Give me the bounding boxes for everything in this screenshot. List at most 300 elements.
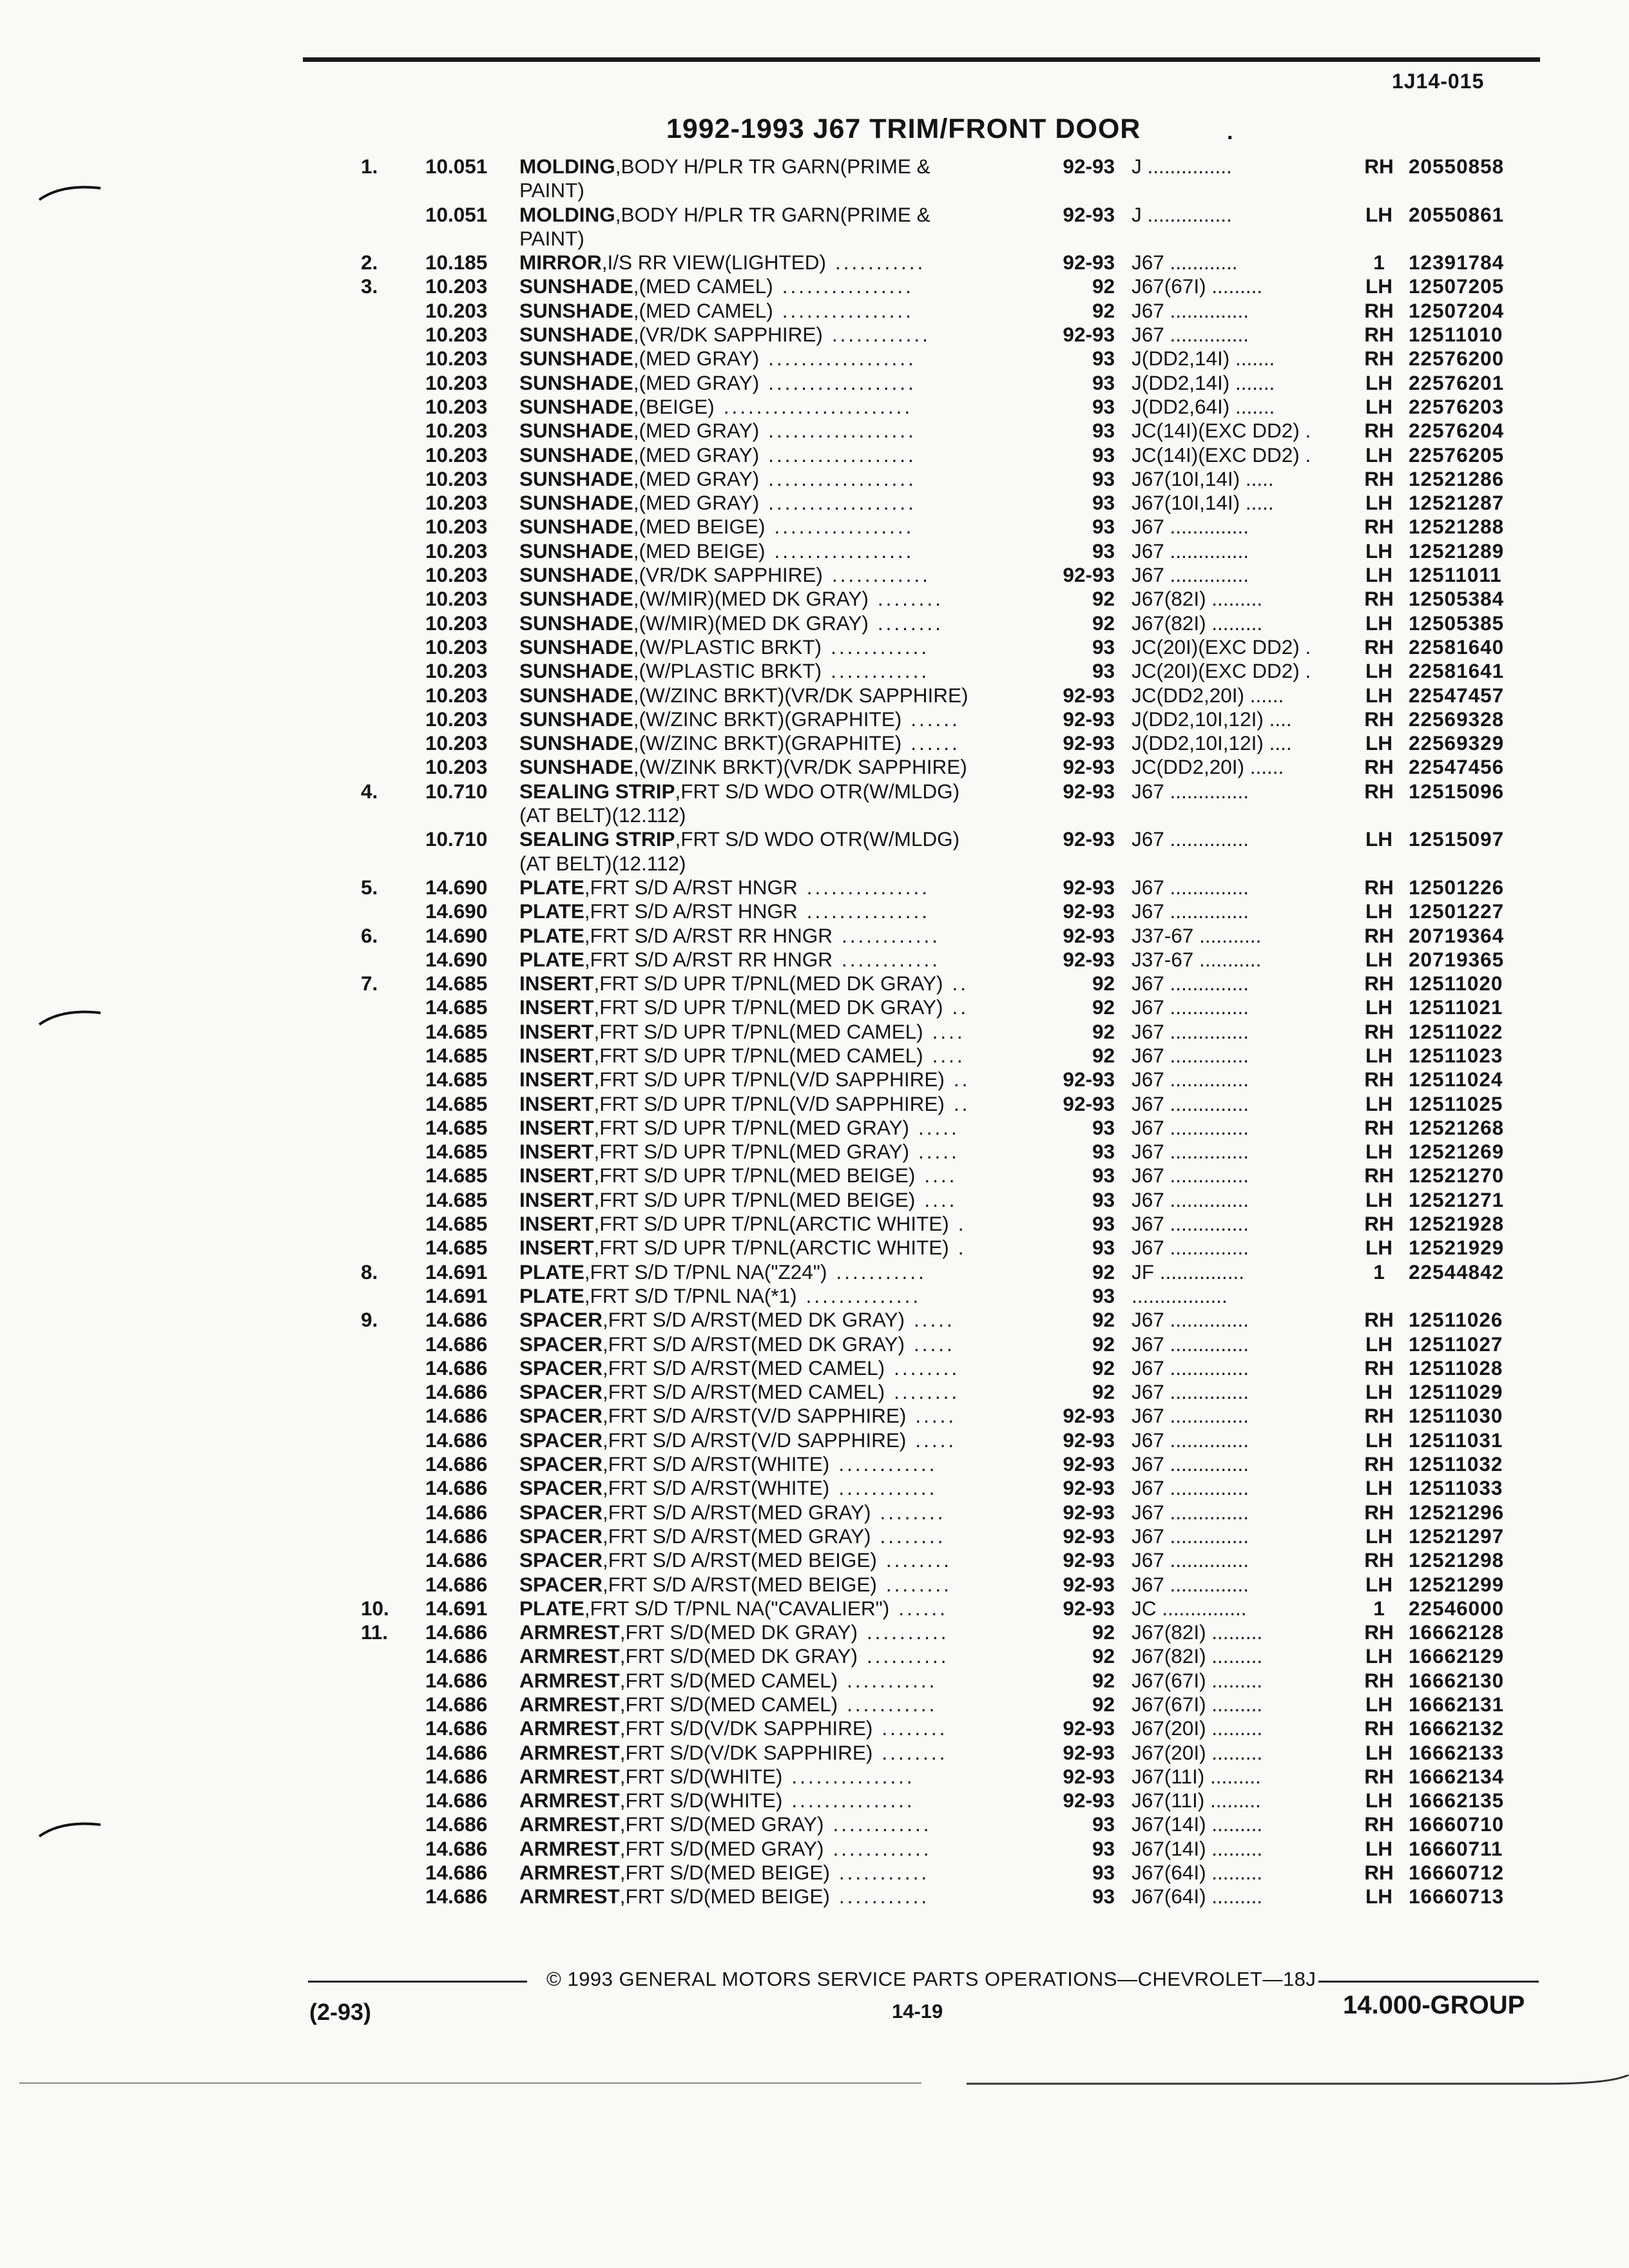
model-code: JC(14I)(EXC DD2) . bbox=[1132, 443, 1311, 466]
model-code: J67 .............. bbox=[1132, 1404, 1249, 1428]
group-number: 10.203 bbox=[425, 443, 488, 466]
part-number: 22569329 bbox=[1409, 731, 1505, 755]
part-detail: ,FRT S/D(MED BEIGE) bbox=[619, 1861, 830, 1885]
model-years: 93 bbox=[1092, 515, 1115, 539]
part-number: 12521270 bbox=[1409, 1164, 1505, 1187]
description bbox=[519, 1404, 1040, 1427]
group-number: 10.203 bbox=[425, 683, 488, 707]
group-number: 14.686 bbox=[425, 1740, 488, 1764]
group-number: 10.203 bbox=[425, 370, 488, 394]
model-code: J67 .............. bbox=[1132, 1187, 1249, 1211]
description bbox=[519, 1236, 1040, 1259]
description bbox=[519, 1452, 1040, 1475]
group-number: 10.203 bbox=[425, 298, 488, 322]
group-number: 10.203 bbox=[425, 274, 488, 298]
part-detail: ,FRT S/D A/RST(WHITE) bbox=[602, 1452, 830, 1476]
part-detail: ,(MED GRAY) bbox=[633, 466, 760, 490]
model-years: 92 bbox=[1092, 587, 1115, 611]
description bbox=[519, 972, 1040, 995]
part-name: ARMREST bbox=[519, 1885, 620, 1908]
model-years: 92 bbox=[1092, 611, 1115, 635]
model-code: J67 .............. bbox=[1132, 779, 1249, 803]
part-name: SUNSHADE bbox=[519, 611, 633, 635]
description bbox=[519, 1669, 1040, 1692]
part-name: ARMREST bbox=[519, 1789, 620, 1812]
model-years: 93 bbox=[1092, 347, 1115, 370]
group-number: 14.686 bbox=[425, 1380, 488, 1404]
model-years: 92 bbox=[1092, 1043, 1115, 1067]
part-number: 20550858 bbox=[1409, 155, 1505, 178]
part-name: SUNSHADE bbox=[519, 347, 633, 370]
group-number: 14.686 bbox=[425, 1668, 488, 1692]
table-row bbox=[0, 1861, 1629, 1885]
table-row bbox=[0, 1380, 1629, 1404]
group-number: 14.686 bbox=[425, 1764, 488, 1788]
side-qty: RH bbox=[1364, 515, 1394, 539]
table-row bbox=[0, 371, 1629, 395]
model-years: 93 bbox=[1092, 1236, 1115, 1260]
model-code: J67(11I) ......... bbox=[1132, 1764, 1261, 1788]
part-name: PLATE bbox=[519, 1596, 584, 1620]
leader-dots: ............ bbox=[841, 947, 941, 971]
part-name: SUNSHADE bbox=[519, 394, 633, 418]
group-number: 14.686 bbox=[425, 1693, 488, 1716]
leader-dots: .................. bbox=[768, 443, 916, 466]
model-code: J67(10I,14I) ..... bbox=[1132, 491, 1274, 515]
item-index: 6. bbox=[361, 923, 378, 947]
description bbox=[519, 899, 1040, 923]
group-number: 14.690 bbox=[425, 875, 488, 899]
group-number: 14.685 bbox=[425, 972, 488, 995]
part-detail: ,(W/PLASTIC BRKT) bbox=[633, 659, 822, 683]
group-number: 14.685 bbox=[425, 1187, 488, 1211]
part-name: PLATE bbox=[519, 899, 584, 923]
part-name: MIRROR bbox=[519, 251, 602, 274]
side-qty: RH bbox=[1364, 972, 1394, 995]
table-row bbox=[0, 611, 1629, 635]
group-number: 14.690 bbox=[425, 947, 488, 971]
model-years: 92 bbox=[1092, 1644, 1115, 1668]
item-index: 3. bbox=[361, 274, 378, 298]
side-qty: RH bbox=[1364, 347, 1394, 370]
table-row bbox=[0, 1212, 1629, 1236]
part-number: 16662132 bbox=[1409, 1716, 1505, 1740]
part-detail: ,FRT S/D A/RST(WHITE) bbox=[602, 1476, 830, 1500]
table-row bbox=[0, 1020, 1629, 1044]
part-name: SPACER bbox=[519, 1572, 602, 1596]
table-row bbox=[0, 948, 1629, 972]
part-name: INSERT bbox=[519, 1140, 594, 1164]
part-name: SUNSHADE bbox=[519, 539, 633, 562]
table-row bbox=[0, 1885, 1629, 1908]
description bbox=[519, 1356, 1040, 1379]
part-detail: ,(MED BEIGE) bbox=[633, 539, 766, 562]
table-row bbox=[0, 707, 1629, 731]
model-code: JC ............... bbox=[1132, 1596, 1247, 1620]
part-detail: ,(W/ZINK BRKT)(VR/DK SAPPHIRE) bbox=[633, 755, 967, 779]
part-number: 16662128 bbox=[1409, 1620, 1505, 1644]
leader-dots: ....................... bbox=[723, 394, 913, 418]
model-code: J67(64I) ......... bbox=[1132, 1885, 1263, 1908]
description bbox=[519, 1260, 1040, 1283]
side-qty: RH bbox=[1364, 1812, 1394, 1836]
part-detail: ,FRT S/D UPR T/PNL(MED GRAY) bbox=[593, 1140, 909, 1164]
model-years: 93 bbox=[1092, 1115, 1115, 1139]
model-code: J67 .............. bbox=[1132, 1428, 1249, 1452]
table-row bbox=[0, 1837, 1629, 1861]
model-years: 92-93 bbox=[1063, 1428, 1115, 1452]
side-qty: LH bbox=[1365, 1380, 1393, 1404]
table-row bbox=[0, 755, 1629, 779]
model-code: J67 .............. bbox=[1132, 563, 1249, 587]
part-name: ARMREST bbox=[519, 1740, 620, 1764]
part-name: SUNSHADE bbox=[519, 659, 633, 683]
part-detail: ,FRT S/D WDO OTR(W/MLDG) bbox=[675, 827, 960, 851]
description bbox=[519, 563, 1040, 586]
side-qty: RH bbox=[1364, 1620, 1394, 1644]
leader-dots: .................. bbox=[768, 491, 916, 515]
part-detail: ,FRT S/D T/PNL NA("Z24") bbox=[584, 1260, 827, 1283]
model-code: J67(14I) ......... bbox=[1132, 1812, 1263, 1836]
description bbox=[519, 1020, 1040, 1043]
side-qty: LH bbox=[1365, 1740, 1393, 1764]
model-years: 93 bbox=[1092, 394, 1115, 418]
leader-dots: ........ bbox=[882, 1740, 948, 1764]
description bbox=[519, 731, 1040, 754]
table-row bbox=[0, 1188, 1629, 1212]
part-name: SUNSHADE bbox=[519, 491, 633, 515]
table-row bbox=[0, 347, 1629, 370]
part-name: ARMREST bbox=[519, 1644, 620, 1668]
part-number: 12505384 bbox=[1409, 587, 1505, 611]
side-qty: LH bbox=[1365, 1885, 1393, 1908]
part-number: 12511020 bbox=[1409, 972, 1503, 995]
model-years: 92-93 bbox=[1063, 731, 1115, 755]
group-number: 14.685 bbox=[425, 1236, 488, 1260]
group-number: 14.686 bbox=[425, 1308, 488, 1332]
model-code: J67 .............. bbox=[1132, 1236, 1249, 1260]
description bbox=[519, 1644, 1040, 1667]
side-qty: LH bbox=[1365, 1140, 1393, 1164]
part-detail: ,BODY H/PLR TR GARN(PRIME & bbox=[615, 202, 930, 226]
leader-dots: ........... bbox=[835, 251, 926, 274]
footer-rule-left bbox=[308, 1981, 527, 1983]
binder-mark-2 bbox=[36, 1005, 107, 1031]
side-qty: RH bbox=[1364, 155, 1394, 178]
part-detail: ,FRT S/D UPR T/PNL(V/D SAPPHIRE) bbox=[593, 1091, 945, 1115]
model-code: J(DD2,10I,12I) .... bbox=[1132, 731, 1292, 755]
model-code: J67(10I,14I) ..... bbox=[1132, 466, 1274, 490]
table-row bbox=[0, 1068, 1629, 1091]
part-name: SPACER bbox=[519, 1380, 602, 1404]
leader-dots: .............. bbox=[805, 1283, 921, 1307]
table-row bbox=[0, 995, 1629, 1019]
table-row bbox=[0, 1476, 1629, 1500]
group-number: 10.203 bbox=[425, 515, 488, 539]
model-code: J(DD2,10I,12I) .... bbox=[1132, 707, 1292, 731]
model-years: 92-93 bbox=[1063, 1716, 1115, 1740]
model-code: J67 .............. bbox=[1132, 1380, 1249, 1404]
model-years: 93 bbox=[1092, 1812, 1115, 1836]
part-name: PLATE bbox=[519, 923, 584, 947]
group-number: 14.686 bbox=[425, 1452, 488, 1476]
leader-dots: ..... bbox=[914, 1332, 955, 1356]
group-number: 10.203 bbox=[425, 347, 488, 370]
part-name: SPACER bbox=[519, 1404, 602, 1428]
side-qty: LH bbox=[1365, 1789, 1393, 1812]
part-name: INSERT bbox=[519, 1164, 594, 1187]
table-row bbox=[0, 1812, 1629, 1836]
model-code: J67 .............. bbox=[1132, 899, 1249, 923]
part-detail: ,FRT S/D(MED GRAY) bbox=[619, 1812, 824, 1836]
table-row bbox=[0, 1452, 1629, 1476]
leader-dots: .... bbox=[932, 1043, 965, 1067]
part-detail: ,FRT S/D UPR T/PNL(MED BEIGE) bbox=[593, 1164, 916, 1187]
side-qty: LH bbox=[1365, 947, 1393, 971]
model-code: J ............... bbox=[1132, 202, 1232, 226]
side-qty: RH bbox=[1364, 1164, 1394, 1187]
description bbox=[519, 323, 1040, 346]
part-number: 16662129 bbox=[1409, 1644, 1505, 1668]
part-detail: ,(MED CAMEL) bbox=[633, 298, 773, 322]
model-code: J67 .............. bbox=[1132, 323, 1249, 347]
part-number: 12521269 bbox=[1409, 1140, 1505, 1164]
part-detail: ,I/S RR VIEW(LIGHTED) bbox=[601, 251, 827, 274]
part-detail: ,FRT S/D(V/DK SAPPHIRE) bbox=[619, 1716, 873, 1740]
model-years: 92-93 bbox=[1063, 707, 1115, 731]
description bbox=[519, 1837, 1040, 1860]
part-name: SUNSHADE bbox=[519, 635, 633, 658]
table-row bbox=[0, 587, 1629, 611]
model-years: 92-93 bbox=[1063, 1764, 1115, 1788]
part-name: INSERT bbox=[519, 1187, 594, 1211]
leader-dots: .......... bbox=[867, 1620, 949, 1644]
part-number: 12391784 bbox=[1409, 251, 1505, 274]
model-years: 92 bbox=[1092, 995, 1115, 1019]
model-code: J67 .............. bbox=[1132, 1091, 1249, 1115]
item-index: 10. bbox=[361, 1596, 389, 1620]
model-code: J37-67 ........... bbox=[1132, 947, 1262, 971]
parts-table bbox=[0, 155, 1629, 1909]
description bbox=[519, 1092, 1040, 1115]
part-detail: ,FRT S/D UPR T/PNL(MED CAMEL) bbox=[593, 1019, 923, 1043]
description bbox=[519, 1597, 1040, 1620]
description bbox=[519, 299, 1040, 322]
page-title: 1992-1993 J67 TRIM/FRONT DOOR bbox=[666, 113, 1141, 144]
part-number: 12521297 bbox=[1409, 1524, 1505, 1548]
part-detail: ,FRT S/D UPR T/PNL(MED GRAY) bbox=[593, 1115, 909, 1139]
description bbox=[519, 1716, 1040, 1740]
part-name: SUNSHADE bbox=[519, 323, 633, 347]
side-qty: LH bbox=[1365, 659, 1393, 683]
side-qty: RH bbox=[1364, 923, 1394, 947]
side-qty: LH bbox=[1365, 539, 1393, 562]
group-number: 14.691 bbox=[425, 1596, 488, 1620]
leader-dots: ........... bbox=[836, 1260, 927, 1283]
group-number: 10.203 bbox=[425, 587, 488, 611]
model-years: 92-93 bbox=[1063, 683, 1115, 707]
side-qty: LH bbox=[1365, 1693, 1393, 1716]
header-rule bbox=[303, 57, 1540, 62]
part-name: ARMREST bbox=[519, 1668, 620, 1692]
description bbox=[519, 1620, 1040, 1644]
table-row bbox=[0, 395, 1629, 419]
leader-dots: ............... bbox=[806, 899, 930, 923]
model-code: J67 .............. bbox=[1132, 1548, 1249, 1572]
side-qty: RH bbox=[1364, 755, 1394, 779]
part-name: SPACER bbox=[519, 1524, 602, 1548]
description bbox=[519, 1548, 1040, 1571]
model-years: 92-93 bbox=[1063, 1068, 1115, 1091]
description bbox=[519, 371, 1040, 394]
table-row bbox=[0, 1765, 1629, 1789]
page-curl-mark bbox=[967, 2075, 1629, 2093]
part-name: INSERT bbox=[519, 1091, 594, 1115]
group-number: 10.710 bbox=[425, 827, 488, 851]
table-row bbox=[0, 1284, 1629, 1308]
group-number: 14.691 bbox=[425, 1260, 488, 1283]
model-years: 93 bbox=[1092, 1140, 1115, 1164]
part-name: PLATE bbox=[519, 1260, 584, 1283]
model-years: 92-93 bbox=[1063, 1572, 1115, 1596]
part-number: 12511022 bbox=[1409, 1019, 1503, 1043]
part-number: 12521288 bbox=[1409, 515, 1505, 539]
description bbox=[519, 1885, 1040, 1908]
part-number: 12521296 bbox=[1409, 1500, 1505, 1524]
table-row bbox=[0, 852, 1629, 876]
model-years: 92-93 bbox=[1063, 1740, 1115, 1764]
side-qty: LH bbox=[1365, 1187, 1393, 1211]
description bbox=[519, 1428, 1040, 1452]
table-row bbox=[0, 443, 1629, 467]
model-code: J67 .............. bbox=[1132, 1212, 1249, 1236]
part-detail: PAINT) bbox=[519, 226, 584, 250]
side-qty: RH bbox=[1364, 1500, 1394, 1524]
table-row bbox=[0, 803, 1629, 827]
model-code: J67 .............. bbox=[1132, 1308, 1249, 1332]
model-code: J67(67I) ......... bbox=[1132, 274, 1263, 298]
table-row bbox=[0, 876, 1629, 899]
part-number: 16660710 bbox=[1409, 1812, 1505, 1836]
leader-dots: ........ bbox=[885, 1572, 952, 1596]
model-years: 92-93 bbox=[1063, 827, 1115, 851]
part-name: INSERT bbox=[519, 1212, 594, 1236]
description bbox=[519, 1188, 1040, 1211]
part-number: 22576205 bbox=[1409, 443, 1505, 466]
description bbox=[519, 1861, 1040, 1884]
part-name: SUNSHADE bbox=[519, 419, 633, 443]
scan-edge-line bbox=[19, 2082, 921, 2084]
model-years: 93 bbox=[1092, 1885, 1115, 1908]
group-number: 10.203 bbox=[425, 755, 488, 779]
leader-dots: .................. bbox=[768, 419, 916, 443]
side-qty: LH bbox=[1365, 899, 1393, 923]
table-row bbox=[0, 1597, 1629, 1620]
model-years: 93 bbox=[1092, 635, 1115, 658]
leader-dots: .................. bbox=[768, 370, 916, 394]
table-row bbox=[0, 563, 1629, 587]
item-index: 7. bbox=[361, 972, 378, 995]
part-detail: ,FRT S/D A/RST(MED BEIGE) bbox=[602, 1572, 877, 1596]
part-detail: ,FRT S/D A/RST(MED CAMEL) bbox=[602, 1380, 885, 1404]
group-number: 14.686 bbox=[425, 1404, 488, 1428]
part-number: 22576204 bbox=[1409, 419, 1505, 443]
part-detail: ,FRT S/D(MED DK GRAY) bbox=[619, 1644, 858, 1668]
part-number: 12511026 bbox=[1409, 1308, 1503, 1332]
part-name: SPACER bbox=[519, 1356, 602, 1379]
part-name: SUNSHADE bbox=[519, 298, 633, 322]
group-number: 14.686 bbox=[425, 1524, 488, 1548]
leader-dots: ............ bbox=[841, 923, 941, 947]
model-code: J(DD2,64I) ....... bbox=[1132, 394, 1275, 418]
group-number: 14.691 bbox=[425, 1283, 488, 1307]
table-row bbox=[0, 1716, 1629, 1740]
part-number: 12521271 bbox=[1409, 1187, 1505, 1211]
group-number: 14.686 bbox=[425, 1332, 488, 1356]
table-row bbox=[0, 1693, 1629, 1716]
part-name: SPACER bbox=[519, 1452, 602, 1476]
description bbox=[519, 443, 1040, 466]
side-qty: LH bbox=[1365, 563, 1393, 587]
description bbox=[519, 611, 1040, 635]
part-name: INSERT bbox=[519, 1115, 594, 1139]
model-years: 92-93 bbox=[1063, 563, 1115, 587]
model-years: 93 bbox=[1092, 1836, 1115, 1860]
leader-dots: ............... bbox=[791, 1764, 915, 1788]
part-number: 20550861 bbox=[1409, 202, 1505, 226]
part-name: SUNSHADE bbox=[519, 755, 633, 779]
part-name: SUNSHADE bbox=[519, 731, 633, 755]
leader-dots: .......... bbox=[867, 1644, 949, 1668]
side-qty: LH bbox=[1365, 1236, 1393, 1260]
part-number: 12511011 bbox=[1409, 563, 1502, 587]
group-label: 14.000-GROUP bbox=[1343, 1991, 1525, 2019]
side-qty: RH bbox=[1364, 1861, 1394, 1885]
part-detail: ,(MED GRAY) bbox=[633, 347, 760, 370]
group-number: 10.203 bbox=[425, 419, 488, 443]
table-row bbox=[0, 1140, 1629, 1164]
description bbox=[519, 924, 1040, 947]
leader-dots: ........ bbox=[877, 611, 943, 635]
part-number: 12521928 bbox=[1409, 1212, 1505, 1236]
side-qty: LH bbox=[1365, 1572, 1393, 1596]
leader-dots: ............ bbox=[838, 1476, 938, 1500]
leader-dots: ........ bbox=[880, 1524, 946, 1548]
part-number: 16662135 bbox=[1409, 1789, 1505, 1812]
table-row bbox=[0, 1524, 1629, 1548]
model-years: 92 bbox=[1092, 1260, 1115, 1283]
part-detail: ,FRT S/D(WHITE) bbox=[619, 1764, 783, 1788]
part-name: SPACER bbox=[519, 1308, 602, 1332]
side-qty: LH bbox=[1365, 1332, 1393, 1356]
part-name: ARMREST bbox=[519, 1764, 620, 1788]
model-code: J67(82I) ......... bbox=[1132, 1644, 1263, 1668]
part-detail: ,FRT S/D A/RST RR HNGR bbox=[584, 923, 833, 947]
group-number: 14.686 bbox=[425, 1644, 488, 1668]
leader-dots: ................ bbox=[782, 298, 914, 322]
description bbox=[519, 1524, 1040, 1548]
group-number: 14.686 bbox=[425, 1836, 488, 1860]
description bbox=[519, 948, 1040, 971]
table-row bbox=[0, 1092, 1629, 1116]
group-number: 10.203 bbox=[425, 611, 488, 635]
part-number: 22576201 bbox=[1409, 370, 1505, 394]
part-detail: ,FRT S/D(MED GRAY) bbox=[619, 1836, 824, 1860]
side-qty: LH bbox=[1365, 995, 1393, 1019]
group-number: 14.685 bbox=[425, 1091, 488, 1115]
description bbox=[519, 1212, 1040, 1235]
description bbox=[519, 659, 1040, 682]
